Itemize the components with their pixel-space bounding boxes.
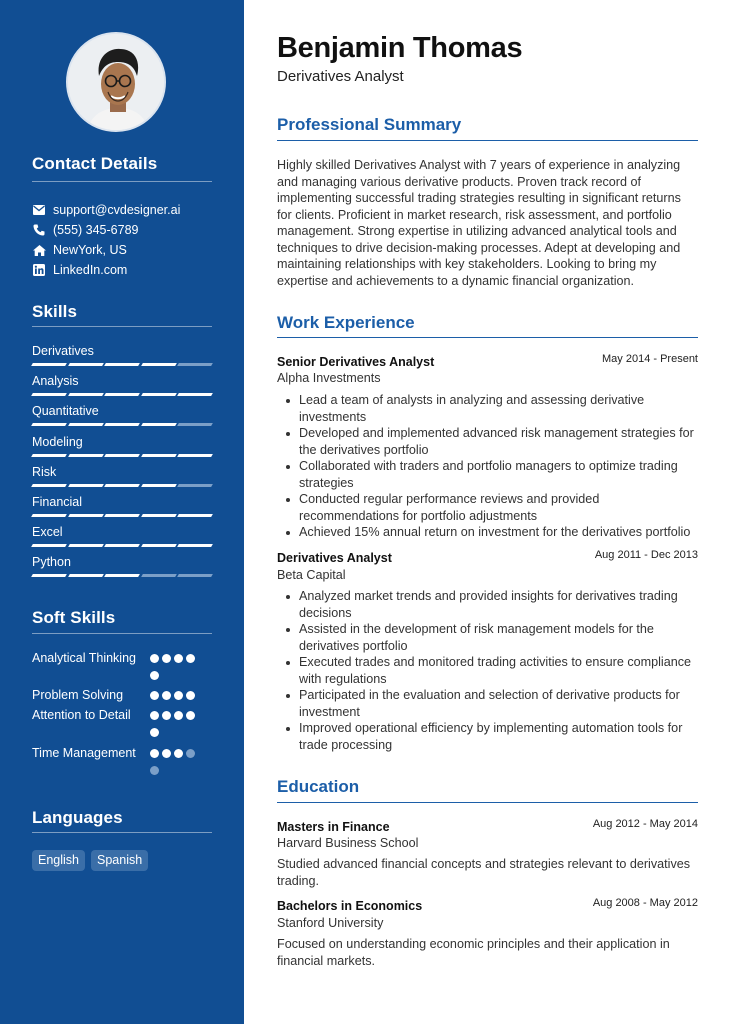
list-item: Analyzed market trends and provided insights for derivatives trading decisions <box>299 588 698 621</box>
contact-email-text: support@cvdesigner.ai <box>53 203 181 217</box>
skill-name: Risk <box>32 464 57 479</box>
job-bullets <box>299 392 698 541</box>
skill-level-segment <box>31 393 66 396</box>
skill-level-segment <box>178 393 213 396</box>
skill-level-bar <box>32 454 212 457</box>
home-icon <box>32 243 46 257</box>
language-tag: English <box>32 850 85 871</box>
rating-dot <box>186 654 195 663</box>
skill-level-segment <box>31 484 66 487</box>
skill-item <box>32 494 212 524</box>
list-item: Participated in the evaluation and selection of derivative products for investment <box>299 687 698 720</box>
rating-dot <box>150 766 159 775</box>
languages-divider <box>32 832 212 833</box>
skill-level-segment <box>104 484 139 487</box>
skill-level-segment <box>68 514 103 517</box>
skill-name: Modeling <box>32 434 83 449</box>
list-item: Achieved 15% annual return on investment for the derivatives portfolio <box>299 524 698 541</box>
soft-skill-item <box>32 687 222 707</box>
skill-level-segment <box>104 363 139 366</box>
list-item: Collaborated with traders and portfolio managers to optimize trading strategies <box>299 458 698 491</box>
candidate-name: Benjamin Thomas <box>277 32 523 64</box>
skill-level-segment <box>178 363 213 366</box>
job-title: Derivatives Analyst <box>277 551 392 565</box>
skill-level-segment <box>31 454 66 457</box>
skill-level-segment <box>31 574 66 577</box>
skill-level-segment <box>141 574 176 577</box>
skill-level-segment <box>104 393 139 396</box>
soft-skill-name: Attention to Detail <box>32 708 131 722</box>
list-item: Developed and implemented advanced risk management strategies for the derivatives portfolio <box>299 425 698 458</box>
school-name: Harvard Business School <box>277 836 419 850</box>
skill-item <box>32 373 212 403</box>
job-company: Beta Capital <box>277 568 346 582</box>
rating-dot <box>162 711 171 720</box>
rating-dot <box>174 691 183 700</box>
skill-level-segment <box>31 363 66 366</box>
degree-description: Studied advanced financial concepts and strategies relevant to derivatives trading. <box>277 857 691 888</box>
degree-title: Bachelors in Economics <box>277 899 423 913</box>
list-item: Conducted regular performance reviews and provided recommendations for portfolio adjustments <box>299 491 698 524</box>
skill-item <box>32 554 212 584</box>
soft-skill-rating <box>150 654 200 680</box>
skill-level-bar <box>32 393 212 396</box>
skill-level-segment <box>141 544 176 547</box>
contact-phone[interactable] <box>32 220 222 240</box>
soft-skill-name: Time Management <box>32 746 136 760</box>
experience-divider <box>277 337 698 338</box>
contact-location <box>32 240 222 260</box>
sidebar <box>0 0 244 1024</box>
skills-heading: Skills <box>32 302 78 321</box>
degree-dates: Aug 2012 - May 2014 <box>592 818 698 830</box>
job-title: Senior Derivatives Analyst <box>277 355 435 369</box>
rating-dot <box>186 691 195 700</box>
soft-skill-item <box>32 707 222 745</box>
degree-description: Focused on understanding economic principles and their application in financial markets. <box>277 937 670 968</box>
soft-skill-item <box>32 650 222 687</box>
rating-dot <box>174 711 183 720</box>
list-item: Executed trades and monitored trading activities to ensure compliance with regulations <box>299 654 698 687</box>
soft-skill-rating <box>150 711 200 737</box>
candidate-title: Derivatives Analyst <box>277 68 404 85</box>
skill-item <box>32 524 212 554</box>
skill-level-segment <box>68 454 103 457</box>
rating-dot <box>186 749 195 758</box>
soft-skill-item <box>32 745 222 779</box>
job-bullets <box>299 588 698 753</box>
contact-linkedin-text: LinkedIn.com <box>53 263 128 277</box>
skill-name: Financial <box>32 494 83 509</box>
skill-level-segment <box>68 484 103 487</box>
skill-item <box>32 343 212 373</box>
degree-dates: Aug 2008 - May 2012 <box>592 897 698 909</box>
list-item: Lead a team of analysts in analyzing and assessing derivative investments <box>299 392 698 425</box>
list-item: Assisted in the development of risk management models for the derivatives portfolio <box>299 621 698 654</box>
skill-level-segment <box>141 484 176 487</box>
skill-name: Analysis <box>32 374 79 389</box>
skill-name: Quantitative <box>32 404 99 419</box>
experience-heading: Work Experience <box>277 313 415 332</box>
list-item: Improved operational efficiency by implementing automation tools for trade processing <box>299 720 698 753</box>
skill-item <box>32 403 212 433</box>
soft-skill-rating <box>150 691 200 700</box>
skill-level-segment <box>141 423 176 426</box>
skill-level-segment <box>104 544 139 547</box>
skill-level-segment <box>68 423 103 426</box>
skill-level-segment <box>141 514 176 517</box>
rating-dot <box>162 691 171 700</box>
education-heading: Education <box>277 777 360 796</box>
rating-dot <box>150 728 159 737</box>
skill-level-segment <box>68 574 103 577</box>
skills-divider <box>32 326 212 327</box>
skill-level-segment <box>104 574 139 577</box>
rating-dot <box>174 749 183 758</box>
summary-text: Highly skilled Derivatives Analyst with 7 years of experience in analyzing and managing various derivative products. Proven track record of implementing successful trading strategies resulting in significant returns for clients. Proficient in market research, risk assessment, and portfolio management. Strong expertise in utilizing advanced analytical tools and techniques to drive decision-making processes. Adept at developing and maintaining relationships with key stakeholders. Looking to bring my expertise and achievements to a dynamic financial organization. <box>277 158 681 288</box>
skill-level-segment <box>141 393 176 396</box>
skill-level-bar <box>32 363 212 366</box>
skill-name: Python <box>32 555 71 570</box>
skill-level-segment <box>31 423 66 426</box>
rating-dot <box>162 749 171 758</box>
contact-linkedin[interactable] <box>32 260 222 280</box>
contact-list <box>32 200 222 280</box>
skill-level-segment <box>141 454 176 457</box>
rating-dot <box>150 671 159 680</box>
summary-divider <box>277 140 698 141</box>
envelope-icon <box>32 203 46 217</box>
soft-skills-divider <box>32 633 212 634</box>
skill-item <box>32 434 212 464</box>
skill-level-segment <box>178 454 213 457</box>
contact-email[interactable] <box>32 200 222 220</box>
skill-level-segment <box>68 544 103 547</box>
skill-level-segment <box>178 514 213 517</box>
rating-dot <box>162 654 171 663</box>
profile-photo <box>66 32 166 132</box>
phone-icon <box>32 223 46 237</box>
rating-dot <box>150 711 159 720</box>
rating-dot <box>174 654 183 663</box>
skill-level-bar <box>32 544 212 547</box>
degree-title: Masters in Finance <box>277 820 390 834</box>
job-company: Alpha Investments <box>277 371 381 385</box>
skill-level-segment <box>31 514 66 517</box>
languages-list <box>32 850 148 871</box>
skill-level-segment <box>68 363 103 366</box>
soft-skill-name: Problem Solving <box>32 688 124 702</box>
rating-dot <box>186 711 195 720</box>
soft-skills-heading: Soft Skills <box>32 608 116 627</box>
skill-level-bar <box>32 574 212 577</box>
linkedin-icon <box>32 263 46 277</box>
skill-level-segment <box>31 544 66 547</box>
job-dates: Aug 2011 - Dec 2013 <box>594 549 698 561</box>
soft-skills-list <box>32 650 222 779</box>
soft-skill-rating <box>150 749 200 775</box>
skill-level-segment <box>104 454 139 457</box>
skill-level-segment <box>178 544 213 547</box>
skills-list <box>32 343 212 585</box>
skill-level-segment <box>104 423 139 426</box>
summary-heading: Professional Summary <box>277 115 462 134</box>
skill-level-segment <box>178 423 213 426</box>
school-name: Stanford University <box>277 916 384 930</box>
skill-level-segment <box>178 574 213 577</box>
skill-level-bar <box>32 514 212 517</box>
skill-name: Excel <box>32 525 63 540</box>
rating-dot <box>150 691 159 700</box>
contact-phone-text: (555) 345-6789 <box>53 223 139 237</box>
soft-skill-name: Analytical Thinking <box>32 651 136 665</box>
skill-level-segment <box>178 484 213 487</box>
contact-location-text: NewYork, US <box>53 243 127 257</box>
rating-dot <box>150 654 159 663</box>
contact-divider <box>32 181 212 182</box>
skill-level-bar <box>32 484 212 487</box>
skill-level-segment <box>141 363 176 366</box>
language-tag: Spanish <box>91 850 148 871</box>
languages-heading: Languages <box>32 808 123 827</box>
skill-level-bar <box>32 423 212 426</box>
contact-heading: Contact Details <box>32 154 158 173</box>
job-dates: May 2014 - Present <box>602 353 698 365</box>
skill-level-segment <box>68 393 103 396</box>
skill-item <box>32 464 212 494</box>
skill-level-segment <box>104 514 139 517</box>
skill-name: Derivatives <box>32 344 94 358</box>
education-divider <box>277 802 698 803</box>
rating-dot <box>150 749 159 758</box>
